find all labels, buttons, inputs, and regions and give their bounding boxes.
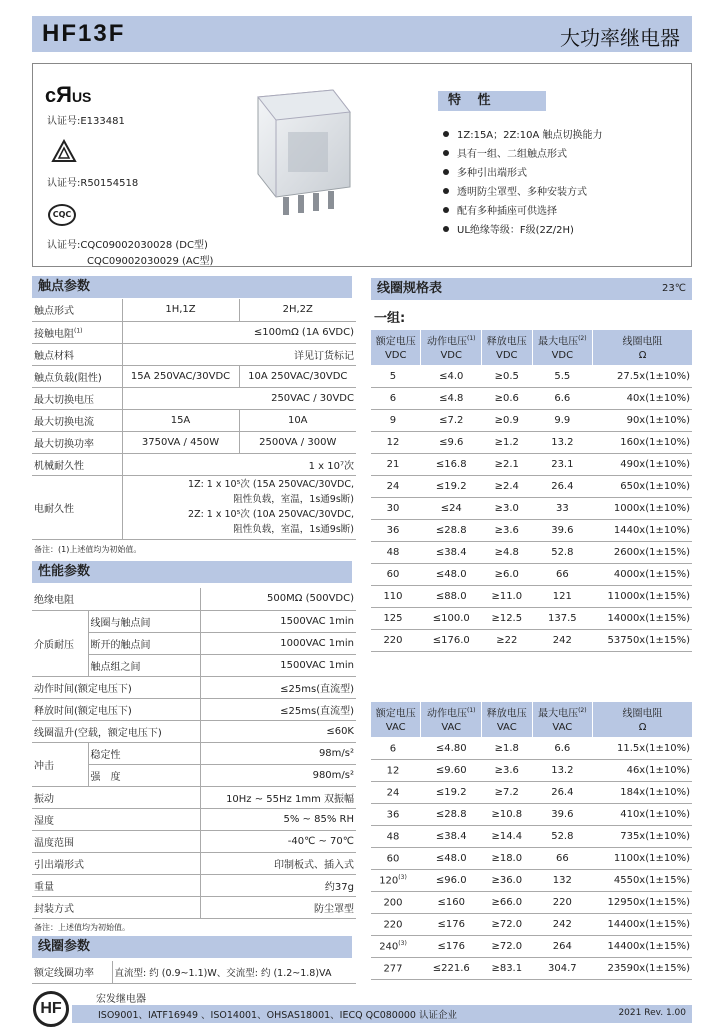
mech-endurance-value: 1 x 10⁷次 xyxy=(122,453,356,475)
dielectric-coil-contact-label: 线圈与触点间 xyxy=(88,610,200,632)
ul-logo: cЯUS xyxy=(45,82,92,107)
ac-cell: 46x(1±10%) xyxy=(593,759,692,781)
dc-cell: ≥0.9 xyxy=(482,409,533,431)
performance-note: 备注：上述值均为初始值。 xyxy=(34,923,130,932)
temp-range-label: 温度范围 xyxy=(32,830,200,852)
dielectric-coil-contact-value: 1500VAC 1min xyxy=(200,610,356,632)
dc-col-header: 动作电压$^{(1)}$ VDC xyxy=(421,330,482,365)
dc-cell: 121 xyxy=(532,585,593,607)
dc-cell: 6 xyxy=(371,387,421,409)
dc-table-row xyxy=(371,519,692,541)
ac-cell: 242 xyxy=(532,913,593,935)
max-power-2: 2500VA / 300W xyxy=(239,431,356,453)
humidity-value: 5% ~ 85% RH xyxy=(200,808,356,830)
revision-label: 2021 Rev. 1.00 xyxy=(618,1008,686,1018)
ac-cell: 410x(1±10%) xyxy=(593,803,692,825)
dc-cell: ≥22 xyxy=(482,629,533,651)
dc-cell: 26.4 xyxy=(532,475,593,497)
dc-cell: 48 xyxy=(371,541,421,563)
feature-item: 透明防尘罩型、多种安装方式 xyxy=(443,183,587,198)
dc-cell: ≥6.0 xyxy=(482,563,533,585)
ac-cell: 735x(1±10%) xyxy=(593,825,692,847)
mech-endurance-label: 机械耐久性 xyxy=(32,453,122,475)
dc-cell: ≥4.8 xyxy=(482,541,533,563)
dc-table-row xyxy=(371,607,692,629)
dc-cell: ≥3.6 xyxy=(482,519,533,541)
ac-cell: 264 xyxy=(532,935,593,957)
shock-destructive-value: 980m/s² xyxy=(200,764,356,786)
ac-cell: ≤9.60 xyxy=(421,759,482,781)
operate-time-label: 动作时间(额定电压下) xyxy=(32,676,200,698)
elec-endurance-value: 1Z: 1 x 10⁵次 (15A 250VAC/30VDC, 阻性负载，室温，1s通9s断) 2Z: 1 x 10⁵次 (10A 250VAC/30VDC, 阻性负载，室温，1s通9s断) xyxy=(122,475,356,539)
cqc-cert-number-ac: CQC09002030029 (AC型) xyxy=(87,256,214,267)
max-voltage-value: 250VAC / 30VDC xyxy=(122,387,356,409)
ac-cell: 277 xyxy=(371,957,421,979)
ac-table-row xyxy=(371,737,692,759)
ac-col-header: 额定电压 VAC xyxy=(371,702,421,737)
dc-cell: ≥2.4 xyxy=(482,475,533,497)
dc-cell: ≤24 xyxy=(421,497,482,519)
contact-form-2: 2H,2Z xyxy=(239,299,356,321)
certification-box xyxy=(32,63,692,267)
performance-table xyxy=(32,588,356,919)
dielectric-label: 介质耐压 xyxy=(32,610,88,676)
ac-cell: 184x(1±10%) xyxy=(593,781,692,803)
tuv-triangle-icon xyxy=(51,139,77,163)
feature-item: 1Z:15A；2Z:10A 触点切换能力 xyxy=(443,126,602,141)
dc-cell: 36 xyxy=(371,519,421,541)
insulation-value: 500MΩ (500VDC) xyxy=(200,588,356,610)
ac-cell: ≥7.2 xyxy=(482,781,533,803)
dc-cell: 110 xyxy=(371,585,421,607)
ac-table-row xyxy=(371,825,692,847)
ac-cell: 26.4 xyxy=(532,781,593,803)
dc-cell: 60 xyxy=(371,563,421,585)
dc-cell: 30 xyxy=(371,497,421,519)
performance-section-heading: 性能参数 xyxy=(32,561,352,583)
company-name: 宏发继电器 xyxy=(96,994,146,1005)
dc-col-header: 额定电压 VDC xyxy=(371,330,421,365)
max-current-label: 最大切换电流 xyxy=(32,409,122,431)
contact-form-label: 触点形式 xyxy=(32,299,122,321)
dc-table-row xyxy=(371,387,692,409)
ac-cell: ≤48.0 xyxy=(421,847,482,869)
construction-value: 防尘罩型 xyxy=(200,896,356,918)
coil-power-value: 直流型: 约 (0.9~1.1)W、交流型: 约 (1.2~1.8)VA xyxy=(112,961,356,983)
dc-cell: 39.6 xyxy=(532,519,593,541)
ac-cell: ≤19.2 xyxy=(421,781,482,803)
ac-cell: 6.6 xyxy=(532,737,593,759)
ac-cell: 200 xyxy=(371,891,421,913)
coil-section-heading: 线圈参数 xyxy=(32,936,352,958)
feature-item: 多种引出端形式 xyxy=(443,164,527,179)
ac-table-row xyxy=(371,891,692,913)
dielectric-open-contact-value: 1000VAC 1min xyxy=(200,632,356,654)
dc-cell: 125 xyxy=(371,607,421,629)
dc-cell: ≥3.0 xyxy=(482,497,533,519)
cqc-logo: CQC xyxy=(48,204,76,226)
dc-col-header: 最大电压$^{(2)}$ VDC xyxy=(532,330,593,365)
contact-resistance-label: 接触电阻$^{(1)}$ xyxy=(32,321,122,343)
temp-rise-label: 线圈温升(空载，额定电压下) xyxy=(32,720,200,742)
product-title: 大功率继电器 xyxy=(560,26,680,50)
ac-cell: ≤38.4 xyxy=(421,825,482,847)
hongfa-logo: HF xyxy=(33,991,69,1027)
dc-cell: 9 xyxy=(371,409,421,431)
shock-functional-label: 稳定性 xyxy=(88,742,200,764)
temp-rise-value: ≤60K xyxy=(200,720,356,742)
dielectric-contact-sets-label: 触点组之间 xyxy=(88,654,200,676)
feature-item: 具有一组、二组触点形式 xyxy=(443,145,567,160)
ac-cell: 52.8 xyxy=(532,825,593,847)
ac-cell: 48 xyxy=(371,825,421,847)
relay-product-image xyxy=(238,82,358,217)
dc-cell: 1440x(1±10%) xyxy=(593,519,692,541)
contact-section-heading: 触点参数 xyxy=(32,276,352,298)
coil-power-label: 额定线圈功率 xyxy=(32,961,112,983)
insulation-label: 绝缘电阻 xyxy=(32,588,200,610)
dc-table-row xyxy=(371,541,692,563)
dc-cell: ≥11.0 xyxy=(482,585,533,607)
ac-cell: 4550x(1±15%) xyxy=(593,869,692,891)
ac-cell: ≤221.6 xyxy=(421,957,482,979)
ac-col-header: 最大电压$^{(2)}$ VAC xyxy=(532,702,593,737)
dc-cell: 5 xyxy=(371,365,421,387)
contact-material-label: 触点材料 xyxy=(32,343,122,365)
weight-value: 约37g xyxy=(200,874,356,896)
dc-cell: ≤38.4 xyxy=(421,541,482,563)
ac-table-row xyxy=(371,803,692,825)
ac-cell: ≤96.0 xyxy=(421,869,482,891)
dc-cell: 14000x(1±15%) xyxy=(593,607,692,629)
dc-cell: ≤100.0 xyxy=(421,607,482,629)
termination-label: 引出端形式 xyxy=(32,852,200,874)
feature-item: 配有多种插座可供选择 xyxy=(443,202,557,217)
coil-spec-heading: 线圈规格表 23℃ xyxy=(371,278,692,300)
dc-cell: 650x(1±10%) xyxy=(593,475,692,497)
coil-table xyxy=(32,961,356,984)
ac-table-row xyxy=(371,781,692,803)
dc-cell: 2600x(1±15%) xyxy=(593,541,692,563)
dc-cell: ≥1.2 xyxy=(482,431,533,453)
dc-cell: ≤19.2 xyxy=(421,475,482,497)
ac-cell: 220 xyxy=(371,913,421,935)
dc-cell: ≥12.5 xyxy=(482,607,533,629)
dc-cell: 137.5 xyxy=(532,607,593,629)
dc-cell: 12 xyxy=(371,431,421,453)
ac-cell: 304.7 xyxy=(532,957,593,979)
ac-table-row xyxy=(371,869,692,891)
dc-cell: 21 xyxy=(371,453,421,475)
dc-cell: 40x(1±10%) xyxy=(593,387,692,409)
ac-cell: ≤176 xyxy=(421,913,482,935)
ac-cell: ≥3.6 xyxy=(482,759,533,781)
max-voltage-label: 最大切换电压 xyxy=(32,387,122,409)
dc-cell: ≥0.5 xyxy=(482,365,533,387)
dc-table-row xyxy=(371,497,692,519)
dc-col-header: 线圈电阻 Ω xyxy=(593,330,692,365)
dc-cell: ≤88.0 xyxy=(421,585,482,607)
contact-load-2: 10A 250VAC/30VDC xyxy=(239,365,356,387)
release-time-value: ≤25ms(直流型) xyxy=(200,698,356,720)
ac-cell: 12950x(1±15%) xyxy=(593,891,692,913)
ac-cell: ≥36.0 xyxy=(482,869,533,891)
construction-label: 封装方式 xyxy=(32,896,200,918)
dc-cell: 33 xyxy=(532,497,593,519)
dielectric-open-contact-label: 断开的触点间 xyxy=(88,632,200,654)
ac-cell: 6 xyxy=(371,737,421,759)
contact-table xyxy=(32,299,356,540)
ac-cell: ≤160 xyxy=(421,891,482,913)
dc-cell: 5.5 xyxy=(532,365,593,387)
dc-cell: 1000x(1±10%) xyxy=(593,497,692,519)
dc-cell: 24 xyxy=(371,475,421,497)
dc-cell: 11000x(1±15%) xyxy=(593,585,692,607)
vibration-label: 振动 xyxy=(32,786,200,808)
ac-cell: ≤176 xyxy=(421,935,482,957)
ac-cell: 60 xyxy=(371,847,421,869)
dc-cell: ≤176.0 xyxy=(421,629,482,651)
ac-table-row xyxy=(371,847,692,869)
ac-coil-table xyxy=(371,702,692,980)
dc-cell: ≤28.8 xyxy=(421,519,482,541)
ac-table-row xyxy=(371,935,692,957)
ac-cell: 220 xyxy=(532,891,593,913)
dc-cell: 27.5x(1±10%) xyxy=(593,365,692,387)
vibration-value: 10Hz ~ 55Hz 1mm 双振幅 xyxy=(200,786,356,808)
release-time-label: 释放时间(额定电压下) xyxy=(32,698,200,720)
ac-cell: ≥1.8 xyxy=(482,737,533,759)
ul-cert-number: 认证号:E133481 xyxy=(47,116,125,127)
dc-table-row xyxy=(371,629,692,651)
ac-cell: 36 xyxy=(371,803,421,825)
dc-cell: 52.8 xyxy=(532,541,593,563)
ac-col-header: 线圈电阻 Ω xyxy=(593,702,692,737)
max-current-2: 10A xyxy=(239,409,356,431)
cqc-cert-number-dc: 认证号:CQC09002030028 (DC型) xyxy=(47,240,208,251)
ac-table-row xyxy=(371,759,692,781)
dc-col-header: 释放电压 VDC xyxy=(482,330,533,365)
dc-table-row xyxy=(371,409,692,431)
ac-cell: ≥66.0 xyxy=(482,891,533,913)
dc-cell: ≤4.0 xyxy=(421,365,482,387)
dc-cell: ≤7.2 xyxy=(421,409,482,431)
dc-table-row xyxy=(371,453,692,475)
dc-table-row xyxy=(371,563,692,585)
model-number: HF13F xyxy=(42,20,126,47)
termination-value: 印制板式、插入式 xyxy=(200,852,356,874)
max-current-1: 15A xyxy=(122,409,239,431)
dc-cell: 220 xyxy=(371,629,421,651)
dc-cell: 53750x(1±15%) xyxy=(593,629,692,651)
ac-cell: 23590x(1±15%) xyxy=(593,957,692,979)
dc-cell: ≤48.0 xyxy=(421,563,482,585)
page-header xyxy=(32,16,692,52)
footer-certifications: ISO9001、IATF16949 、ISO14001、OHSAS18001、IECQ QC080000 认证企业 xyxy=(98,1010,457,1021)
ac-cell: ≤4.80 xyxy=(421,737,482,759)
ac-cell: 14400x(1±15%) xyxy=(593,913,692,935)
dc-cell: 66 xyxy=(532,563,593,585)
dc-coil-table xyxy=(371,330,692,652)
tuv-cert-number: 认证号:R50154518 xyxy=(47,178,139,189)
max-power-label: 最大切换功率 xyxy=(32,431,122,453)
dc-cell: 160x(1±10%) xyxy=(593,431,692,453)
ac-cell: ≥72.0 xyxy=(482,935,533,957)
dc-cell: ≤4.8 xyxy=(421,387,482,409)
dc-cell: 13.2 xyxy=(532,431,593,453)
contact-form-1: 1H,1Z xyxy=(122,299,239,321)
dc-cell: ≤9.6 xyxy=(421,431,482,453)
ac-cell: 132 xyxy=(532,869,593,891)
ac-cell: 240$^{(3)}$ xyxy=(371,935,421,957)
dc-cell: 4000x(1±15%) xyxy=(593,563,692,585)
humidity-label: 湿度 xyxy=(32,808,200,830)
ac-cell: 39.6 xyxy=(532,803,593,825)
contact-note: 备注：(1)上述值均为初始值。 xyxy=(34,545,142,554)
ac-cell: 24 xyxy=(371,781,421,803)
dc-table-row xyxy=(371,365,692,387)
ac-cell: ≤28.8 xyxy=(421,803,482,825)
operate-time-value: ≤25ms(直流型) xyxy=(200,676,356,698)
features-heading: 特 性 xyxy=(438,91,546,111)
contact-load-label: 触点负载(阻性) xyxy=(32,365,122,387)
shock-label: 冲击 xyxy=(32,742,88,786)
ac-table-row xyxy=(371,957,692,979)
weight-label: 重量 xyxy=(32,874,200,896)
ac-cell: 66 xyxy=(532,847,593,869)
ac-cell: ≥10.8 xyxy=(482,803,533,825)
ac-cell: ≥72.0 xyxy=(482,913,533,935)
dc-table-row xyxy=(371,475,692,497)
shock-destructive-label: 强 度 xyxy=(88,764,200,786)
ac-cell: ≥14.4 xyxy=(482,825,533,847)
temp-range-value: -40℃ ~ 70℃ xyxy=(200,830,356,852)
elec-endurance-label: 电耐久性 xyxy=(32,475,122,539)
ac-cell: ≥18.0 xyxy=(482,847,533,869)
dc-cell: 242 xyxy=(532,629,593,651)
dc-cell: ≥2.1 xyxy=(482,453,533,475)
dc-cell: 9.9 xyxy=(532,409,593,431)
dc-cell: ≥0.6 xyxy=(482,387,533,409)
footer-bar xyxy=(72,1005,692,1023)
shock-functional-value: 98m/s² xyxy=(200,742,356,764)
dielectric-contact-sets-value: 1500VAC 1min xyxy=(200,654,356,676)
ac-cell: 120$^{(3)}$ xyxy=(371,869,421,891)
contact-resistance-value: ≤100mΩ (1A 6VDC) xyxy=(122,321,356,343)
dc-cell: 23.1 xyxy=(532,453,593,475)
max-power-1: 3750VA / 450W xyxy=(122,431,239,453)
ac-cell: 1100x(1±10%) xyxy=(593,847,692,869)
dc-cell: 490x(1±10%) xyxy=(593,453,692,475)
feature-item: UL绝缘等级：F级(2Z/2H) xyxy=(443,221,574,236)
ac-col-header: 释放电压 VAC xyxy=(482,702,533,737)
ac-cell: 11.5x(1±10%) xyxy=(593,737,692,759)
ac-col-header: 动作电压$^{(1)}$ VAC xyxy=(421,702,482,737)
dc-cell: 6.6 xyxy=(532,387,593,409)
contact-material-value: 详见订货标记 xyxy=(122,343,356,365)
ac-cell: ≥83.1 xyxy=(482,957,533,979)
coil-group-label: 一组: xyxy=(374,311,406,326)
ac-cell: 13.2 xyxy=(532,759,593,781)
ac-table-row xyxy=(371,913,692,935)
contact-load-1: 15A 250VAC/30VDC xyxy=(122,365,239,387)
dc-table-row xyxy=(371,431,692,453)
ac-cell: 14400x(1±15%) xyxy=(593,935,692,957)
dc-cell: 90x(1±10%) xyxy=(593,409,692,431)
dc-cell: ≤16.8 xyxy=(421,453,482,475)
coil-spec-temp: 23℃ xyxy=(662,283,686,294)
dc-table-row xyxy=(371,585,692,607)
ac-cell: 12 xyxy=(371,759,421,781)
